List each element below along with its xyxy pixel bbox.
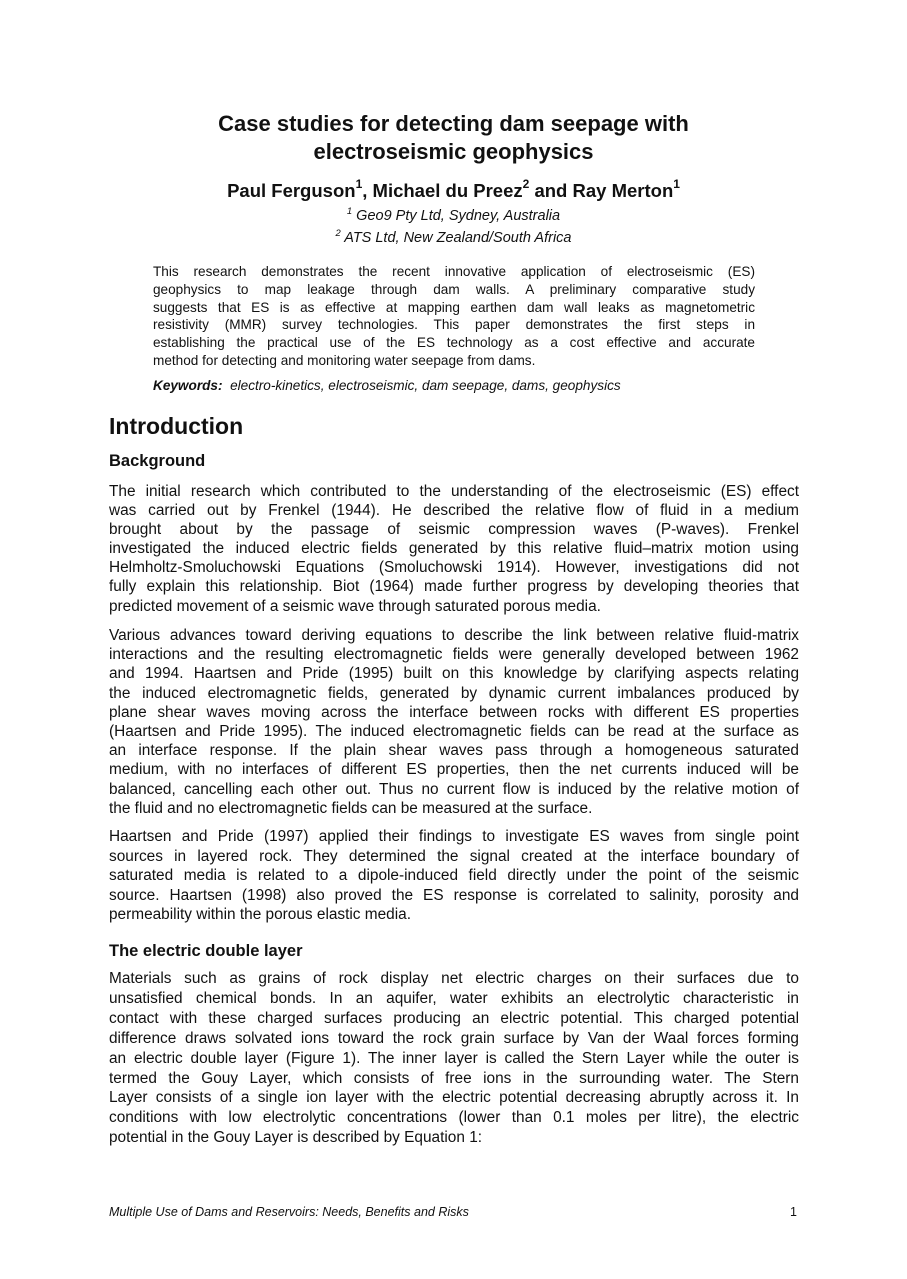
text-line: termed the Gouy Layer, which consists of free ions in the surrounding water. The Stern [109,1069,799,1087]
section-heading-introduction: Introduction [109,413,244,439]
text-line: predicted movement of a seismic wave through saturated porous media. [109,597,601,615]
author-separator: and [529,180,573,201]
affiliation-text: ATS Ltd, New Zealand/South Africa [344,230,572,246]
text-line: interactions and the resulting electromagnetic fields were generally developed between 1962 [109,646,799,664]
keywords [153,378,621,393]
text-line: Haartsen and Pride (1997) applied their findings to investigate ES waves from single point [109,828,799,845]
author-name: Paul Ferguson [227,180,356,201]
affiliation-text: Geo9 Pty Ltd, Sydney, Australia [356,208,561,224]
text-line: Helmholtz-Smoluchowski Equations (Smoluchowski 1914). However, investigations did not [109,559,799,577]
title-line: Case studies for detecting dam seepage with [218,111,689,136]
text-line: the fluid and no electromagnetic fields can be measured at the surface. [109,799,593,817]
text-line: fully explain this relationship. Biot (1964) made further progress by developing theories that [109,578,799,596]
abstract [153,263,755,370]
text-line: Layer consists of a single ion layer with the electric potential decreasing abruptly across it. In [109,1089,799,1107]
author-name: Michael du Preez [372,180,523,201]
text-line: unsatisfied chemical bonds. In an aquifer, water exhibits an electrolytic characteristic in [109,989,799,1007]
author-list [0,177,907,202]
text-line: permeability within the porous elastic media. [109,906,411,923]
paragraph [109,626,799,818]
text-line: the induced electromagnetic fields, generated by dynamic current imbalances produced by [109,684,799,702]
author-affil-mark: 2 [522,177,530,191]
text-line: was carried out by Frenkel (1944). He described the relative flow of fluid in a medium [109,502,799,520]
text-line: conditions with low electrolytic concentrations (lower than 0.1 moles per litre), the electric [109,1109,799,1127]
text-line: plane shear waves moving across the interface between rocks with different ES properties [109,703,799,721]
text-line: an interface response. If the plain shear waves pass through a homogeneous saturated [109,742,799,760]
text-line: investigated the induced electric fields generated by this relative fluid–matrix motion using [109,540,799,558]
text-line: saturated media is related to a dipole-induced field directly under the point of the seismic [109,867,799,884]
text-line: geophysics to map leakage through dam walls. A preliminary comparative study [153,281,755,297]
subsection-heading-background: Background [109,452,206,470]
text-line: an electric double layer (Figure 1). The inner layer is called the Stern Layer while the outer is [109,1049,799,1067]
text-line: The initial research which contributed to the understanding of the electroseismic (ES) effect [109,483,799,500]
paragraph [109,827,799,925]
keywords-text: electro-kinetics, electroseismic, dam seepage, dams, geophysics [230,378,621,393]
author-name: Ray Merton [572,180,674,201]
text-line: potential in the Gouy Layer is described by Equation 1: [109,1129,483,1147]
author-affil-mark: 1 [673,177,680,191]
paragraph [109,482,799,616]
text-line: This research demonstrates the recent innovative application of electroseismic (ES) [153,264,755,279]
text-line: sources in layered rock. They determined the signal created at the interface boundary of [109,847,799,865]
text-line: resistivity (MMR) survey technologies. This paper demonstrates the first steps in [153,317,755,333]
text-line: establishing the practical use of the ES technology as a cost effective and accurate [153,335,755,351]
text-line: Various advances toward deriving equations to describe the link between relative fluid-matrix [109,627,799,644]
text-line: balanced, cancelling each other out. Thus no current flow is induced by the relative motion of [109,780,799,798]
affiliation-mark: 2 [335,227,341,238]
text-line: method for detecting and monitoring water seepage from dams. [153,352,536,368]
text-line: suggests that ES is as effective at mapping earthen dam wall leaks as magnetometric [153,299,755,315]
text-line: source. Haartsen (1998) also proved the ES response is correlated to salinity, porosity and [109,886,799,904]
text-line: (Haartsen and Pride 1995). The induced electromagnetic fields can be read at the surface as [109,723,799,741]
text-line: and 1994. Haartsen and Pride (1995) built on this knowledge by clarifying aspects relating [109,665,799,683]
text-line: contact with these charged surfaces producing an electric potential. This charged potential [109,1009,799,1027]
title-line: electroseismic geophysics [313,139,594,164]
page-number: 1 [790,1205,797,1219]
paper-title [0,110,907,166]
text-line: medium, with no interfaces of different ES properties, then the net currents induced will be [109,761,799,779]
author-affil-mark: 1 [355,177,363,191]
text-line: Materials such as grains of rock display net electric charges on their surfaces due to [109,970,799,987]
subsection-heading-double-layer: The electric double layer [109,942,303,960]
author-separator: , [362,180,373,201]
paragraph [109,969,799,1148]
affiliation [0,227,907,246]
affiliation [0,205,907,224]
footer-text: Multiple Use of Dams and Reservoirs: Needs, Benefits and Risks [109,1205,469,1219]
keywords-label: Keywords: [153,378,223,393]
affiliation-mark: 1 [346,205,353,216]
text-line: brought about by the passage of seismic compression waves (P-waves). Frenkel [109,521,799,539]
text-line: difference draws solvated ions toward the rock grain surface by Van der Waal forces forming [109,1029,799,1047]
